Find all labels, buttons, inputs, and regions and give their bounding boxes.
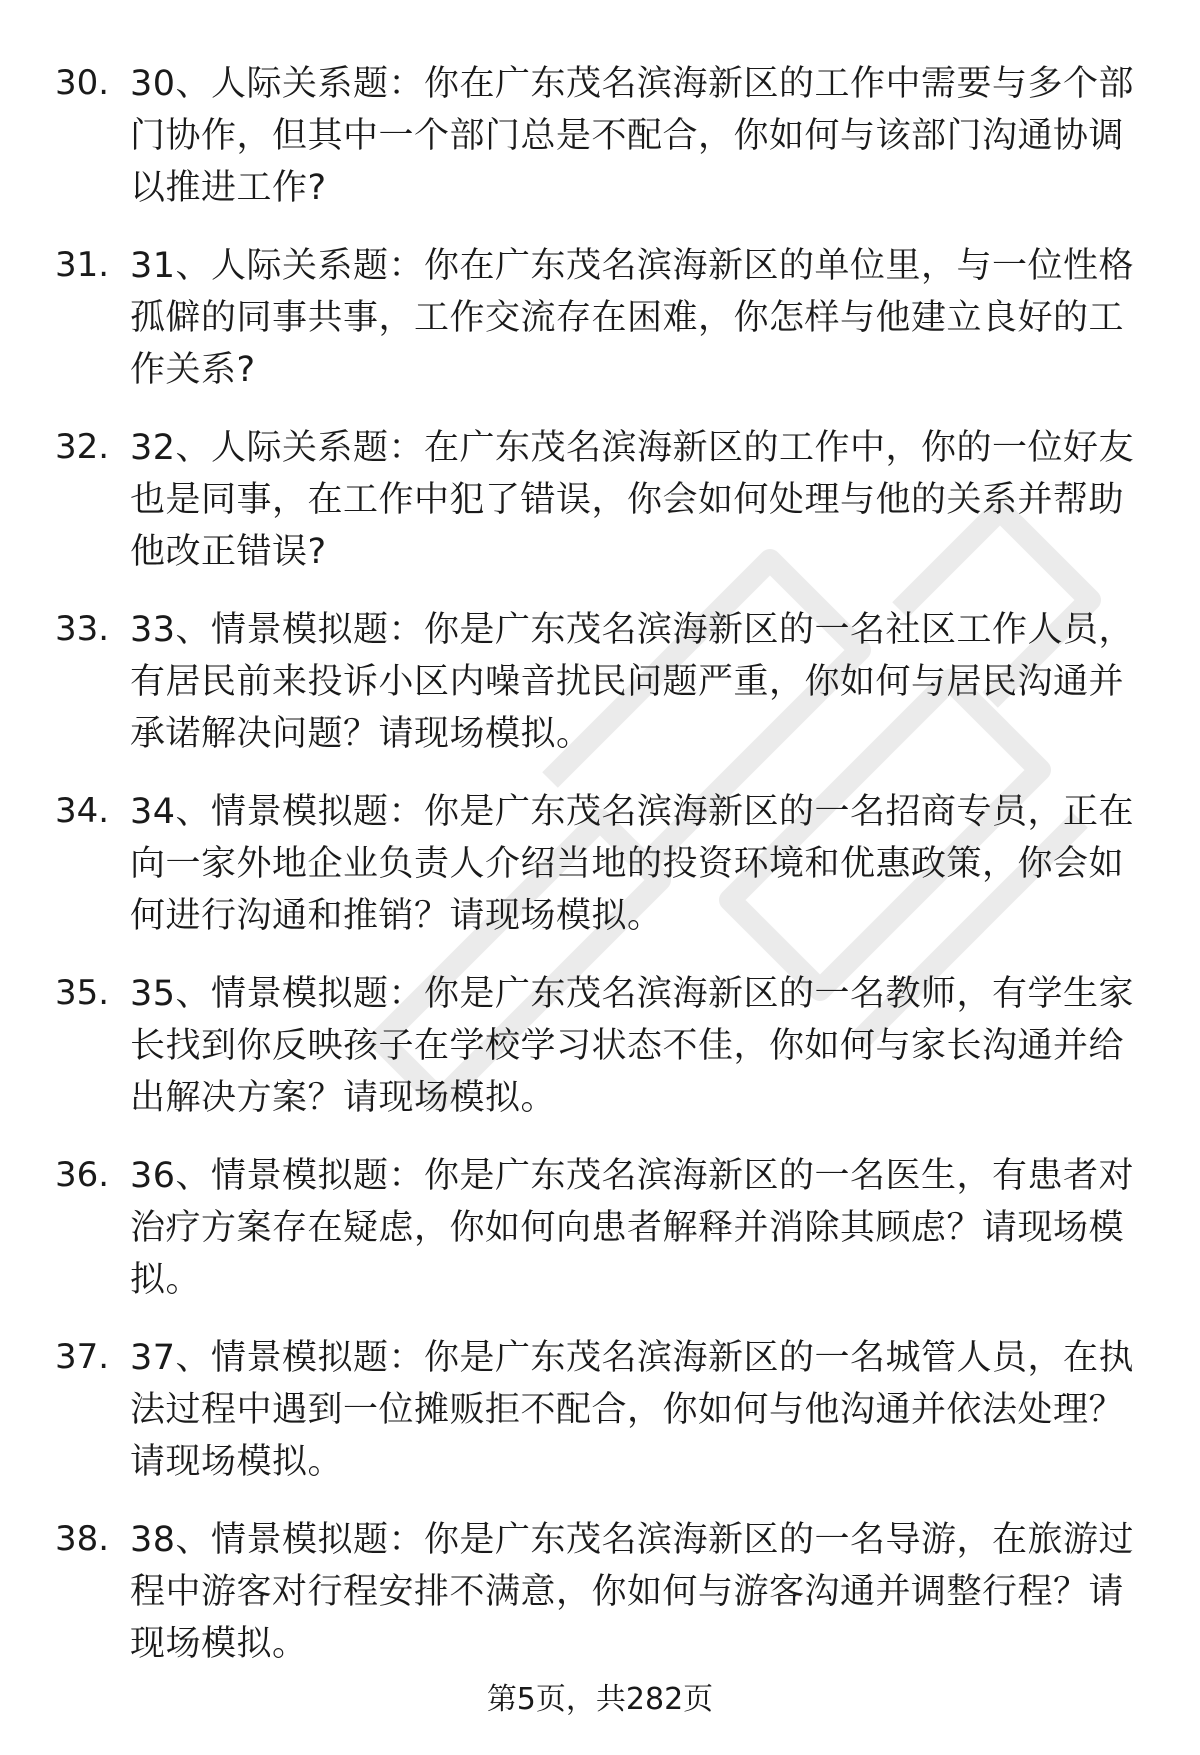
question-item-38 bbox=[0, 1514, 1200, 1673]
question-text: 31、人际关系题：你在广东茂名滨海新区的单位里，与一位性格孤僻的同事共事，工作交流存在困难，你怎样与他建立良好的工作关系? bbox=[130, 246, 1135, 390]
question-list bbox=[0, 58, 1200, 1696]
question-number: 31. bbox=[55, 245, 110, 285]
question-item-33 bbox=[0, 604, 1200, 763]
question-text: 35、情景模拟题：你是广东茂名滨海新区的一名教师，有学生家长找到你反映孩子在学校学习状态不佳，你如何与家长沟通并给出解决方案？请现场模拟。 bbox=[130, 974, 1135, 1118]
question-text: 36、情景模拟题：你是广东茂名滨海新区的一名医生，有患者对治疗方案存在疑虑，你如何向患者解释并消除其顾虑？请现场模拟。 bbox=[130, 1156, 1135, 1300]
question-number: 35. bbox=[55, 973, 110, 1013]
question-item-31 bbox=[0, 240, 1200, 399]
question-item-36 bbox=[0, 1150, 1200, 1309]
question-number: 34. bbox=[55, 791, 110, 831]
question-item-37 bbox=[0, 1332, 1200, 1491]
question-number: 33. bbox=[55, 609, 110, 649]
question-text: 34、情景模拟题：你是广东茂名滨海新区的一名招商专员，正在向一家外地企业负责人介绍当地的投资环境和优惠政策，你会如何进行沟通和推销？请现场模拟。 bbox=[130, 792, 1135, 936]
question-number: 36. bbox=[55, 1155, 110, 1195]
question-text: 30、人际关系题：你在广东茂名滨海新区的工作中需要与多个部门协作，但其中一个部门总是不配合，你如何与该部门沟通协调以推进工作? bbox=[130, 64, 1135, 208]
question-item-32 bbox=[0, 422, 1200, 581]
question-text: 38、情景模拟题：你是广东茂名滨海新区的一名导游，在旅游过程中游客对行程安排不满意，你如何与游客沟通并调整行程？请现场模拟。 bbox=[130, 1520, 1135, 1664]
question-text: 33、情景模拟题：你是广东茂名滨海新区的一名社区工作人员，有居民前来投诉小区内噪音扰民问题严重，你如何与居民沟通并承诺解决问题？请现场模拟。 bbox=[130, 610, 1135, 754]
question-item-30 bbox=[0, 58, 1200, 217]
question-number: 30. bbox=[55, 63, 110, 103]
page-footer: 第5页，共282页 bbox=[486, 1682, 714, 1717]
question-number: 38. bbox=[55, 1519, 110, 1559]
question-number: 32. bbox=[55, 427, 110, 467]
question-number: 37. bbox=[55, 1337, 110, 1377]
question-item-34 bbox=[0, 786, 1200, 945]
question-text: 37、情景模拟题：你是广东茂名滨海新区的一名城管人员，在执法过程中遇到一位摊贩拒不配合，你如何与他沟通并依法处理？请现场模拟。 bbox=[130, 1338, 1135, 1482]
question-item-35 bbox=[0, 968, 1200, 1127]
question-text: 32、人际关系题：在广东茂名滨海新区的工作中，你的一位好友也是同事，在工作中犯了错误，你会如何处理与他的关系并帮助他改正错误? bbox=[130, 428, 1135, 572]
